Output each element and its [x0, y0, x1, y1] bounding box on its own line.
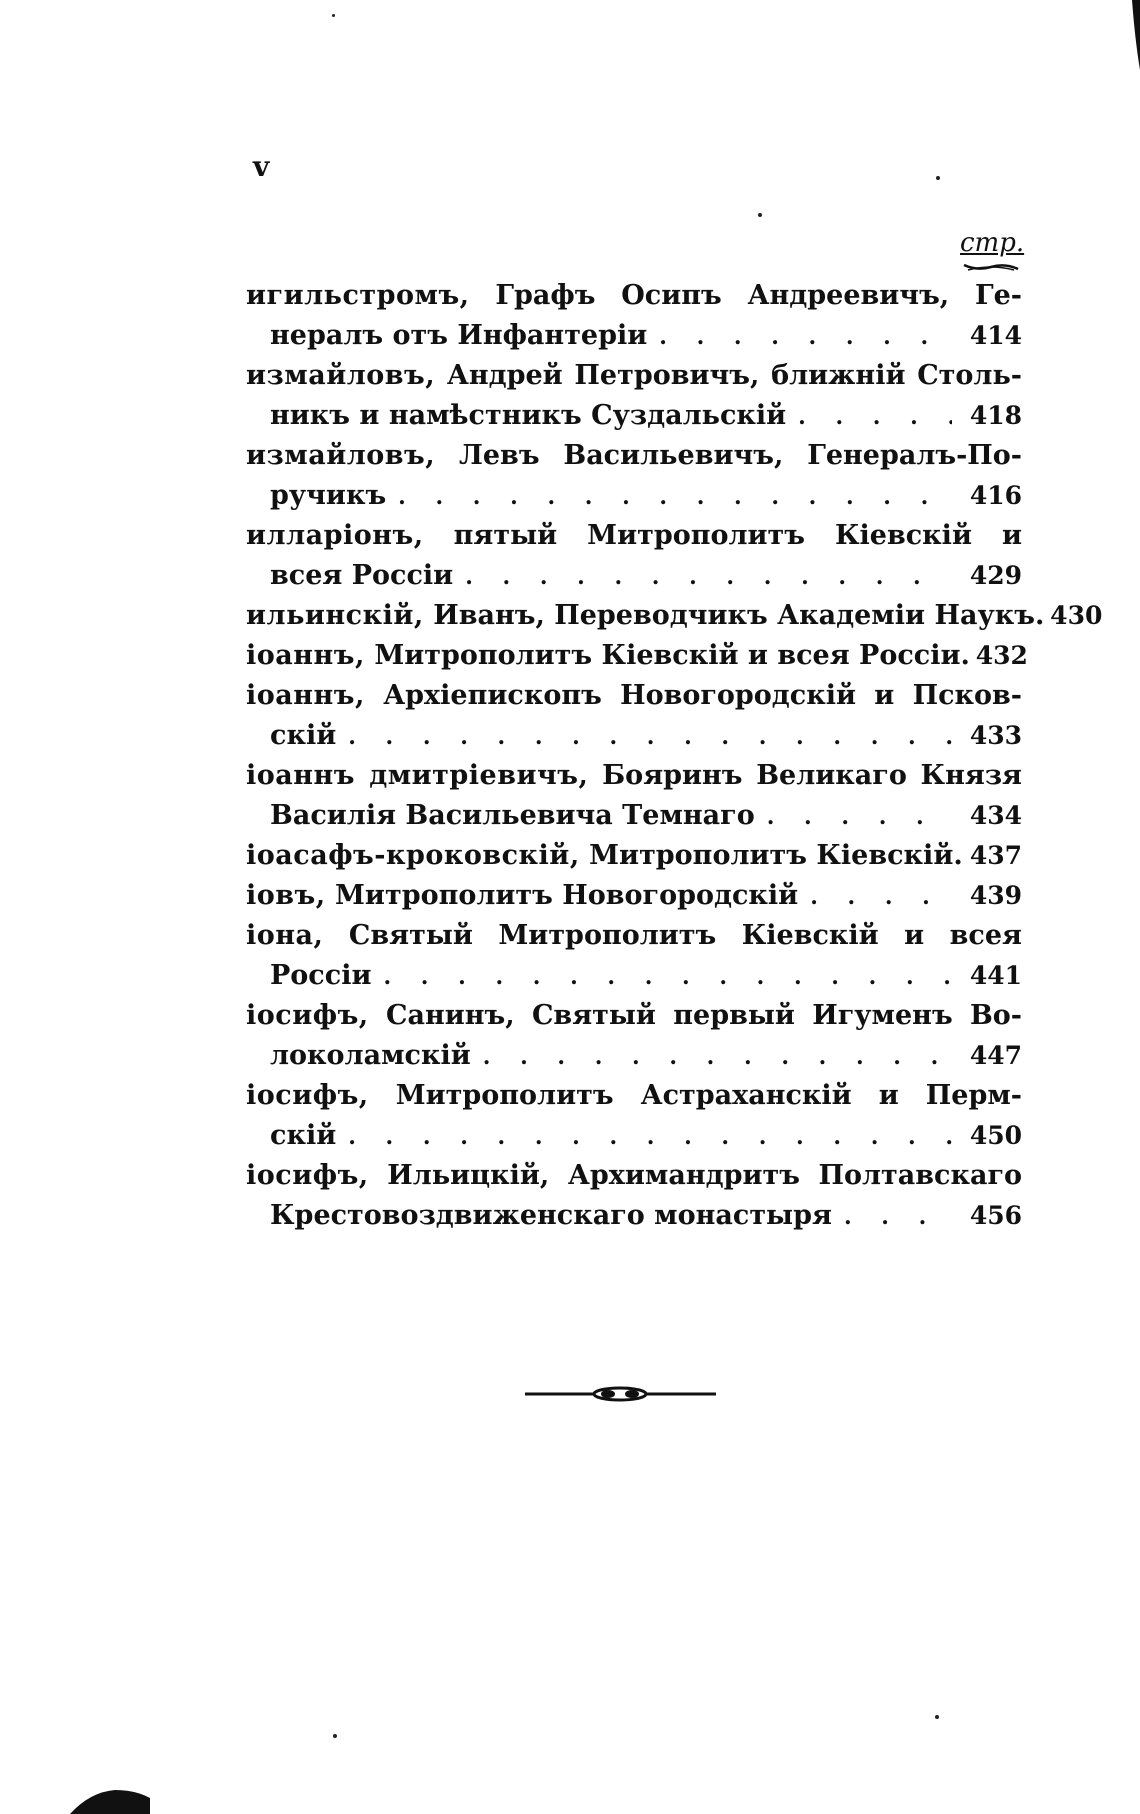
tailpiece-ornament-icon [523, 1385, 718, 1403]
entry-line [246, 916, 1022, 956]
entry-line-text [246, 596, 1044, 636]
entry-description: Василія Васильевича Темнаго [270, 800, 755, 831]
entry-line [246, 756, 1022, 796]
index-entry [246, 516, 1022, 596]
entry-description: Андрей Петровичъ, ближній Столь- [446, 360, 1022, 391]
entry-description: Святый Митрополитъ Кіевскій и всея [348, 920, 1022, 951]
entry-line [246, 956, 1022, 996]
entry-headword: измайловъ, [246, 440, 436, 471]
page-marker: v [253, 150, 270, 183]
entry-line-text [246, 436, 1022, 476]
index-entry [246, 676, 1022, 756]
index-entry [246, 996, 1022, 1076]
entry-line-text [246, 756, 1022, 796]
entry-page-number: 418 [969, 401, 1022, 430]
entry-description: локоламскій [270, 1040, 471, 1071]
entry-line-text [246, 276, 1022, 316]
print-speck [758, 213, 762, 217]
entry-description: Левъ Васильевичъ, Генералъ-По- [459, 440, 1022, 471]
index-entry [246, 836, 1022, 876]
entry-headword: игильстромъ, [246, 280, 470, 311]
dot-leader [483, 1037, 952, 1077]
entry-line [246, 836, 1022, 876]
entry-line-text [270, 556, 453, 596]
index-entry [246, 756, 1022, 836]
dot-leader [348, 1117, 952, 1157]
entry-line-text [246, 996, 1022, 1036]
index-entry [246, 636, 1028, 676]
entry-line-text [246, 1076, 1022, 1116]
dot-leader [348, 717, 952, 757]
entry-line [246, 1036, 1022, 1076]
print-speck [333, 1734, 337, 1738]
page-column-header: стр. [960, 228, 1025, 258]
index-entry [246, 916, 1022, 996]
entry-line-text [270, 1036, 471, 1076]
entry-headword: іоаннъ, [246, 680, 365, 711]
print-speck [935, 1715, 939, 1719]
entry-page-number: 456 [969, 1201, 1022, 1230]
entry-page-number: 430 [1050, 601, 1103, 630]
entry-page-number: 447 [969, 1041, 1022, 1070]
entry-description: Крестовоздвиженскаго монастыря [270, 1200, 832, 1231]
entry-description: всея Россіи [270, 560, 454, 591]
index-entry [246, 1076, 1022, 1156]
entry-line [246, 316, 1022, 356]
entry-line-text [270, 396, 786, 436]
entry-line [246, 1196, 1022, 1236]
entry-line-text [270, 476, 386, 516]
entry-page-number: 432 [975, 641, 1028, 670]
dot-leader [398, 477, 952, 517]
index-entry [246, 876, 1022, 916]
entry-headword: іосифъ, [246, 1080, 369, 1111]
entry-page-number: 433 [969, 721, 1022, 750]
entry-description: Санинъ, Святый первый Игуменъ Во- [386, 1000, 1022, 1031]
entry-headword: іоаннъ, [246, 640, 365, 671]
entry-headword: іосифъ, [246, 1160, 369, 1191]
entry-page-number: 429 [969, 561, 1022, 590]
entry-description: Бояринъ Великаго Князя [602, 760, 1022, 791]
entry-page-number: 441 [969, 961, 1022, 990]
entry-description: Иванъ, Переводчикъ Академіи Наукъ. [433, 600, 1045, 631]
entry-line [246, 796, 1022, 836]
entry-page-number: 434 [969, 801, 1022, 830]
print-speck [332, 14, 335, 17]
entry-description: нералъ отъ Инфантеріи [270, 320, 648, 351]
entry-page-number: 439 [969, 881, 1022, 910]
index-entry [246, 1156, 1022, 1236]
entry-description: Россіи [270, 960, 372, 991]
entry-description: Ильицкій, Архимандритъ Полтавскаго [387, 1160, 1023, 1191]
entry-headword: іоасафъ-кроковскій, [246, 840, 580, 871]
entry-line-text [270, 796, 755, 836]
entry-headword: илларіонъ, [246, 520, 424, 551]
index-entry [246, 276, 1022, 356]
entry-line [246, 596, 1103, 636]
entry-line-text [270, 956, 371, 996]
entry-description: Митрополитъ Кіевскій и всея Россіи. [374, 640, 970, 671]
entry-line-text [246, 916, 1022, 956]
index-entry [246, 356, 1022, 436]
entry-line [246, 716, 1022, 756]
entry-page-number: 416 [969, 481, 1022, 510]
entry-page-number: 414 [969, 321, 1022, 350]
header-flourish-icon [962, 262, 1020, 272]
dot-leader [383, 957, 952, 997]
entry-line [246, 1156, 1022, 1196]
dot-leader [810, 877, 952, 917]
print-speck [936, 176, 940, 180]
entry-headword: ильинскій, [246, 600, 424, 631]
dot-leader [767, 797, 952, 837]
index-entry [246, 596, 1103, 636]
entry-line-text [246, 1156, 1022, 1196]
dot-leader [659, 317, 952, 357]
entry-page-number: 450 [969, 1121, 1022, 1150]
entry-line [246, 1076, 1022, 1116]
entry-description: скій [270, 720, 337, 751]
entry-line-text [246, 636, 970, 676]
entry-line [246, 1116, 1022, 1156]
entry-page-number: 437 [969, 841, 1022, 870]
entry-headword: іосифъ, [246, 1000, 369, 1031]
dot-leader [798, 397, 952, 437]
entry-description: Митрополитъ Кіевскій. [589, 840, 963, 871]
entry-line-text [270, 1116, 336, 1156]
entry-line [246, 636, 1028, 676]
entry-line-text [270, 1196, 832, 1236]
entry-description: ручикъ [270, 480, 387, 511]
dot-leader [465, 557, 952, 597]
entry-description: Митрополитъ Астраханскій и Перм- [395, 1080, 1023, 1111]
entry-headword: іоаннъ дмитріевичъ, [246, 760, 589, 791]
entry-line-text [246, 836, 963, 876]
entry-line-text [246, 676, 1022, 716]
entry-headword: іовъ, [246, 880, 326, 911]
entry-line-text [246, 516, 1022, 556]
entry-line [246, 876, 1022, 916]
entry-line [246, 476, 1022, 516]
entry-description: Графъ Осипъ Андреевичъ, Ге- [495, 280, 1023, 311]
entry-line [246, 356, 1022, 396]
ink-blot-icon [70, 1788, 150, 1814]
dot-leader [844, 1197, 952, 1237]
entry-line [246, 276, 1022, 316]
entry-line [246, 516, 1022, 556]
entry-line [246, 436, 1022, 476]
entry-description: Архіепископъ Новогородскій и Псков- [383, 680, 1022, 711]
entry-line-text [246, 356, 1022, 396]
entry-line [246, 996, 1022, 1036]
index-entries [246, 276, 1103, 1236]
entry-headword: измайловъ, [246, 360, 436, 391]
entry-description: никъ и намѣстникъ Суздальскій [270, 400, 787, 431]
entry-line-text [270, 716, 336, 756]
entry-line-text [270, 316, 647, 356]
entry-description: пятый Митрополитъ Кіевскій и [453, 520, 1022, 551]
entry-line [246, 556, 1022, 596]
entry-line [246, 676, 1022, 716]
page-edge-mark-icon [1132, 0, 1140, 70]
entry-line [246, 396, 1022, 436]
entry-headword: іона, [246, 920, 324, 951]
entry-description: Митрополитъ Новогородскій [335, 880, 799, 911]
entry-description: скій [270, 1120, 337, 1151]
index-entry [246, 436, 1022, 516]
entry-line-text [246, 876, 798, 916]
